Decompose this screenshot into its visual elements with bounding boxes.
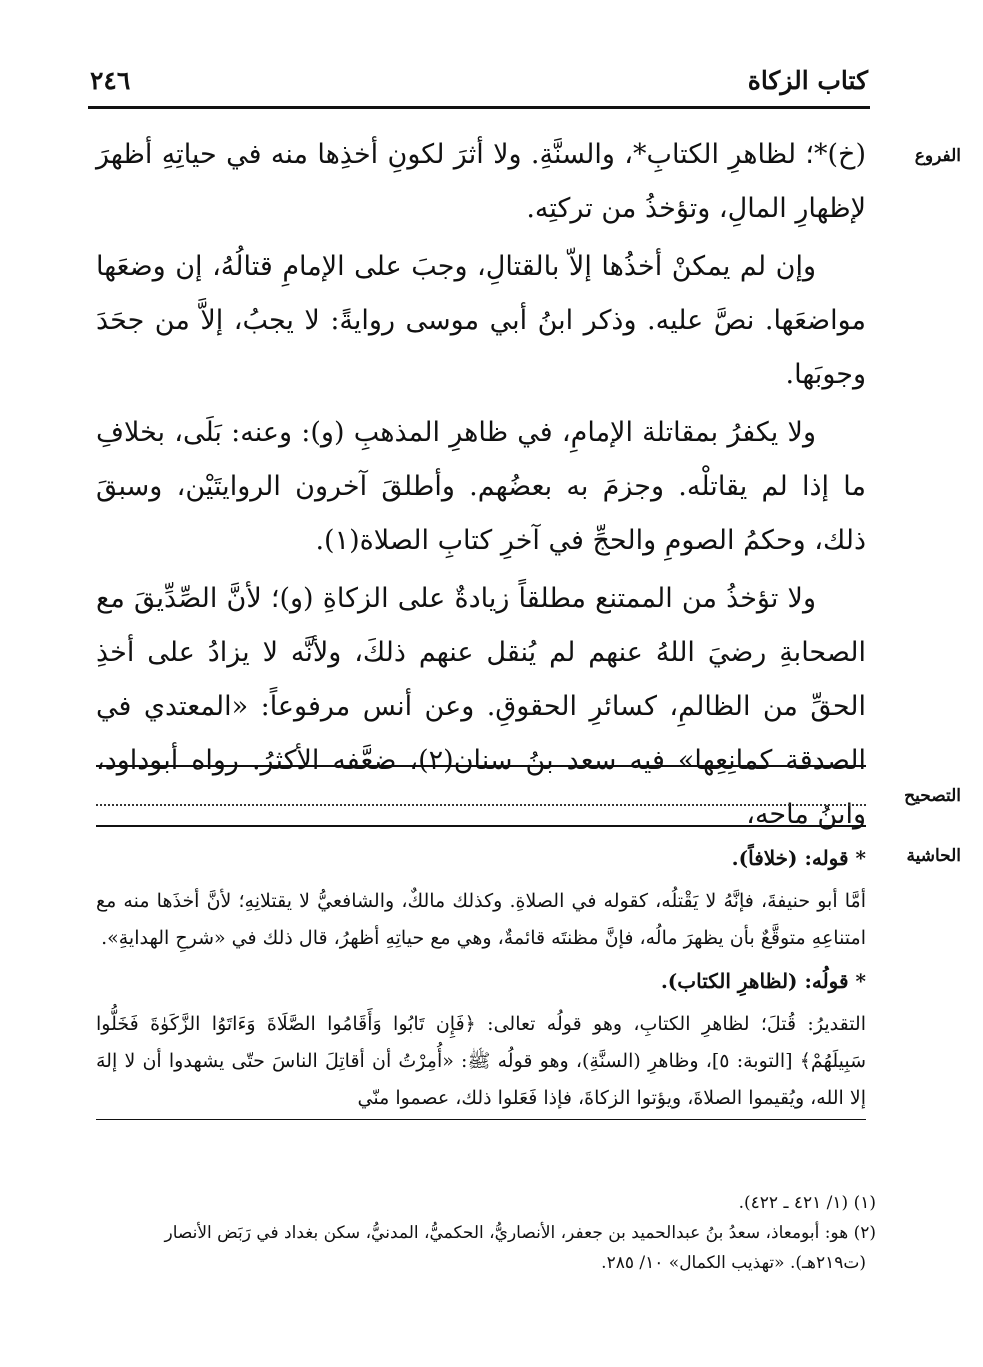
main-paragraph-3: ولا يكفرُ بمقاتلة الإمامِ، في ظاهرِ المذهبِ (و): وعنه: بَلَى، بخلافِ ما إذا لم يقاتلْه. وجزمَ به بعضُهم. وأطلقَ آخرون الروايتَيْن، وسبقَ ذلك، وحكمُ الصومِ والحجِّ في آخرِ كتابِ الصلاة(١). — [96, 417, 866, 556]
margin-label-hashiya: الحاشية — [906, 846, 961, 866]
chapter-title: كتاب الزكاة — [747, 66, 868, 95]
correction-dotted-line — [96, 790, 866, 806]
footnote-1: (١) (١/ ٤٢١ ـ ٤٢٢). — [738, 1193, 876, 1213]
main-paragraph-1: (خ)*؛ لظاهرِ الكتابِ*، والسنَّةِ. ولا أثرَ لكونِ أخذِها منه في حياتِهِ أظهرَ لإظهارِ المالِ، وتؤخذُ من تركتِه. — [96, 139, 866, 224]
header-rule — [88, 106, 870, 109]
running-header — [90, 66, 868, 102]
hashiya-heading-1: * قوله: (خلافاً). — [731, 846, 866, 870]
page-number: ٢٤٦ — [90, 66, 131, 95]
hashiya-body-2: التقديرُ: قُتلَ؛ لظاهرِ الكتابِ، وهو قولُه تعالى: ﴿فَإِن تَابُوا وَأَقَامُوا الصَّلَاةَ وَءَاتَوُا الزَّكَوٰةَ فَخَلُّوا سَبِيلَهُمْ﴾ [التوبة: ٥]، وظاهرِ (السنَّةِ)، وهو قولُه ﷺ: «أُمِرْتُ أن أقاتِلَ الناسَ حتّى يشهدوا أن لا إلهَ إلا الله، ويُقيموا الصلاةَ، ويؤتوا الزكاةَ، فإذا فَعَلوا ذلك، عصموا منّي — [96, 1006, 866, 1120]
main-paragraph-4: ولا تؤخذُ من الممتنع مطلقاً زيادةٌ على الزكاةِ (و)؛ لأنَّ الصِّدِّيقَ مع الصحابةِ رضيَ اللهُ عنهم لم يُنقل عنهم ذلكَ، ولأنَّه لا يزادُ على أخذِ الحقِّ من الظالمِ، كسائرِ الحقوقِ. وعن أنس مرفوعاً: «المعتدي في الصدقة كمانِعِها» فيه سعد بنُ سنان(٢)، ضعَّفه الأكثرُ. رواه أبوداود، وابنُ ماجه، — [96, 583, 866, 830]
main-divider — [96, 765, 866, 767]
hashiya-heading-2: * قولُه: (لظاهرِ الكتاب). — [660, 969, 866, 993]
hashiya-text — [96, 840, 866, 1126]
margin-label-furu: الفروع — [914, 146, 961, 166]
footnotes — [96, 1188, 876, 1278]
footnote-2-continuation: (ت٢١٩هـ). «تهذيب الكمال» ١٠/ ٢٨٥. — [601, 1253, 866, 1273]
hashiya-body-1: أمَّا أبو حنيفةَ، فإنَّهُ لا يَقْتلُه، كقوله في الصلاةِ. وكذلك مالكٌ، والشافعيُّ لا يقتلانِهِ؛ لأنَّ أخذَها منه مع امتناعِهِ متوقَّعٌ بأن يظهرَ مالُه، فإنَّ مظنتَه قائمةٌ، وهي مع حياتِهِ أظهرُ، قال ذلك في «شرحِ الهدايةِ». — [96, 890, 866, 949]
footnote-2: (٢) هو: أبومعاذ، سعدُ بنُ عبدالحميد بن جعفر، الأنصاريُّ، الحكميُّ، المدنيُّ، سكن بغداد في رَبَض الأنصار — [164, 1223, 876, 1243]
main-paragraph-2: وإن لم يمكنْ أخذُها إلاّ بالقتالِ، وجبَ على الإمامِ قتالُهُ، إن وضعَها مواضعَها. نصَّ عليه. وذكر ابنُ أبي موسى روايةً: لا يجبُ، إلاَّ من جحَدَ وجوبَها. — [96, 251, 866, 390]
hashiya-divider — [96, 825, 866, 827]
main-text — [96, 128, 866, 846]
margin-label-tashih: التصحيح — [904, 786, 961, 806]
